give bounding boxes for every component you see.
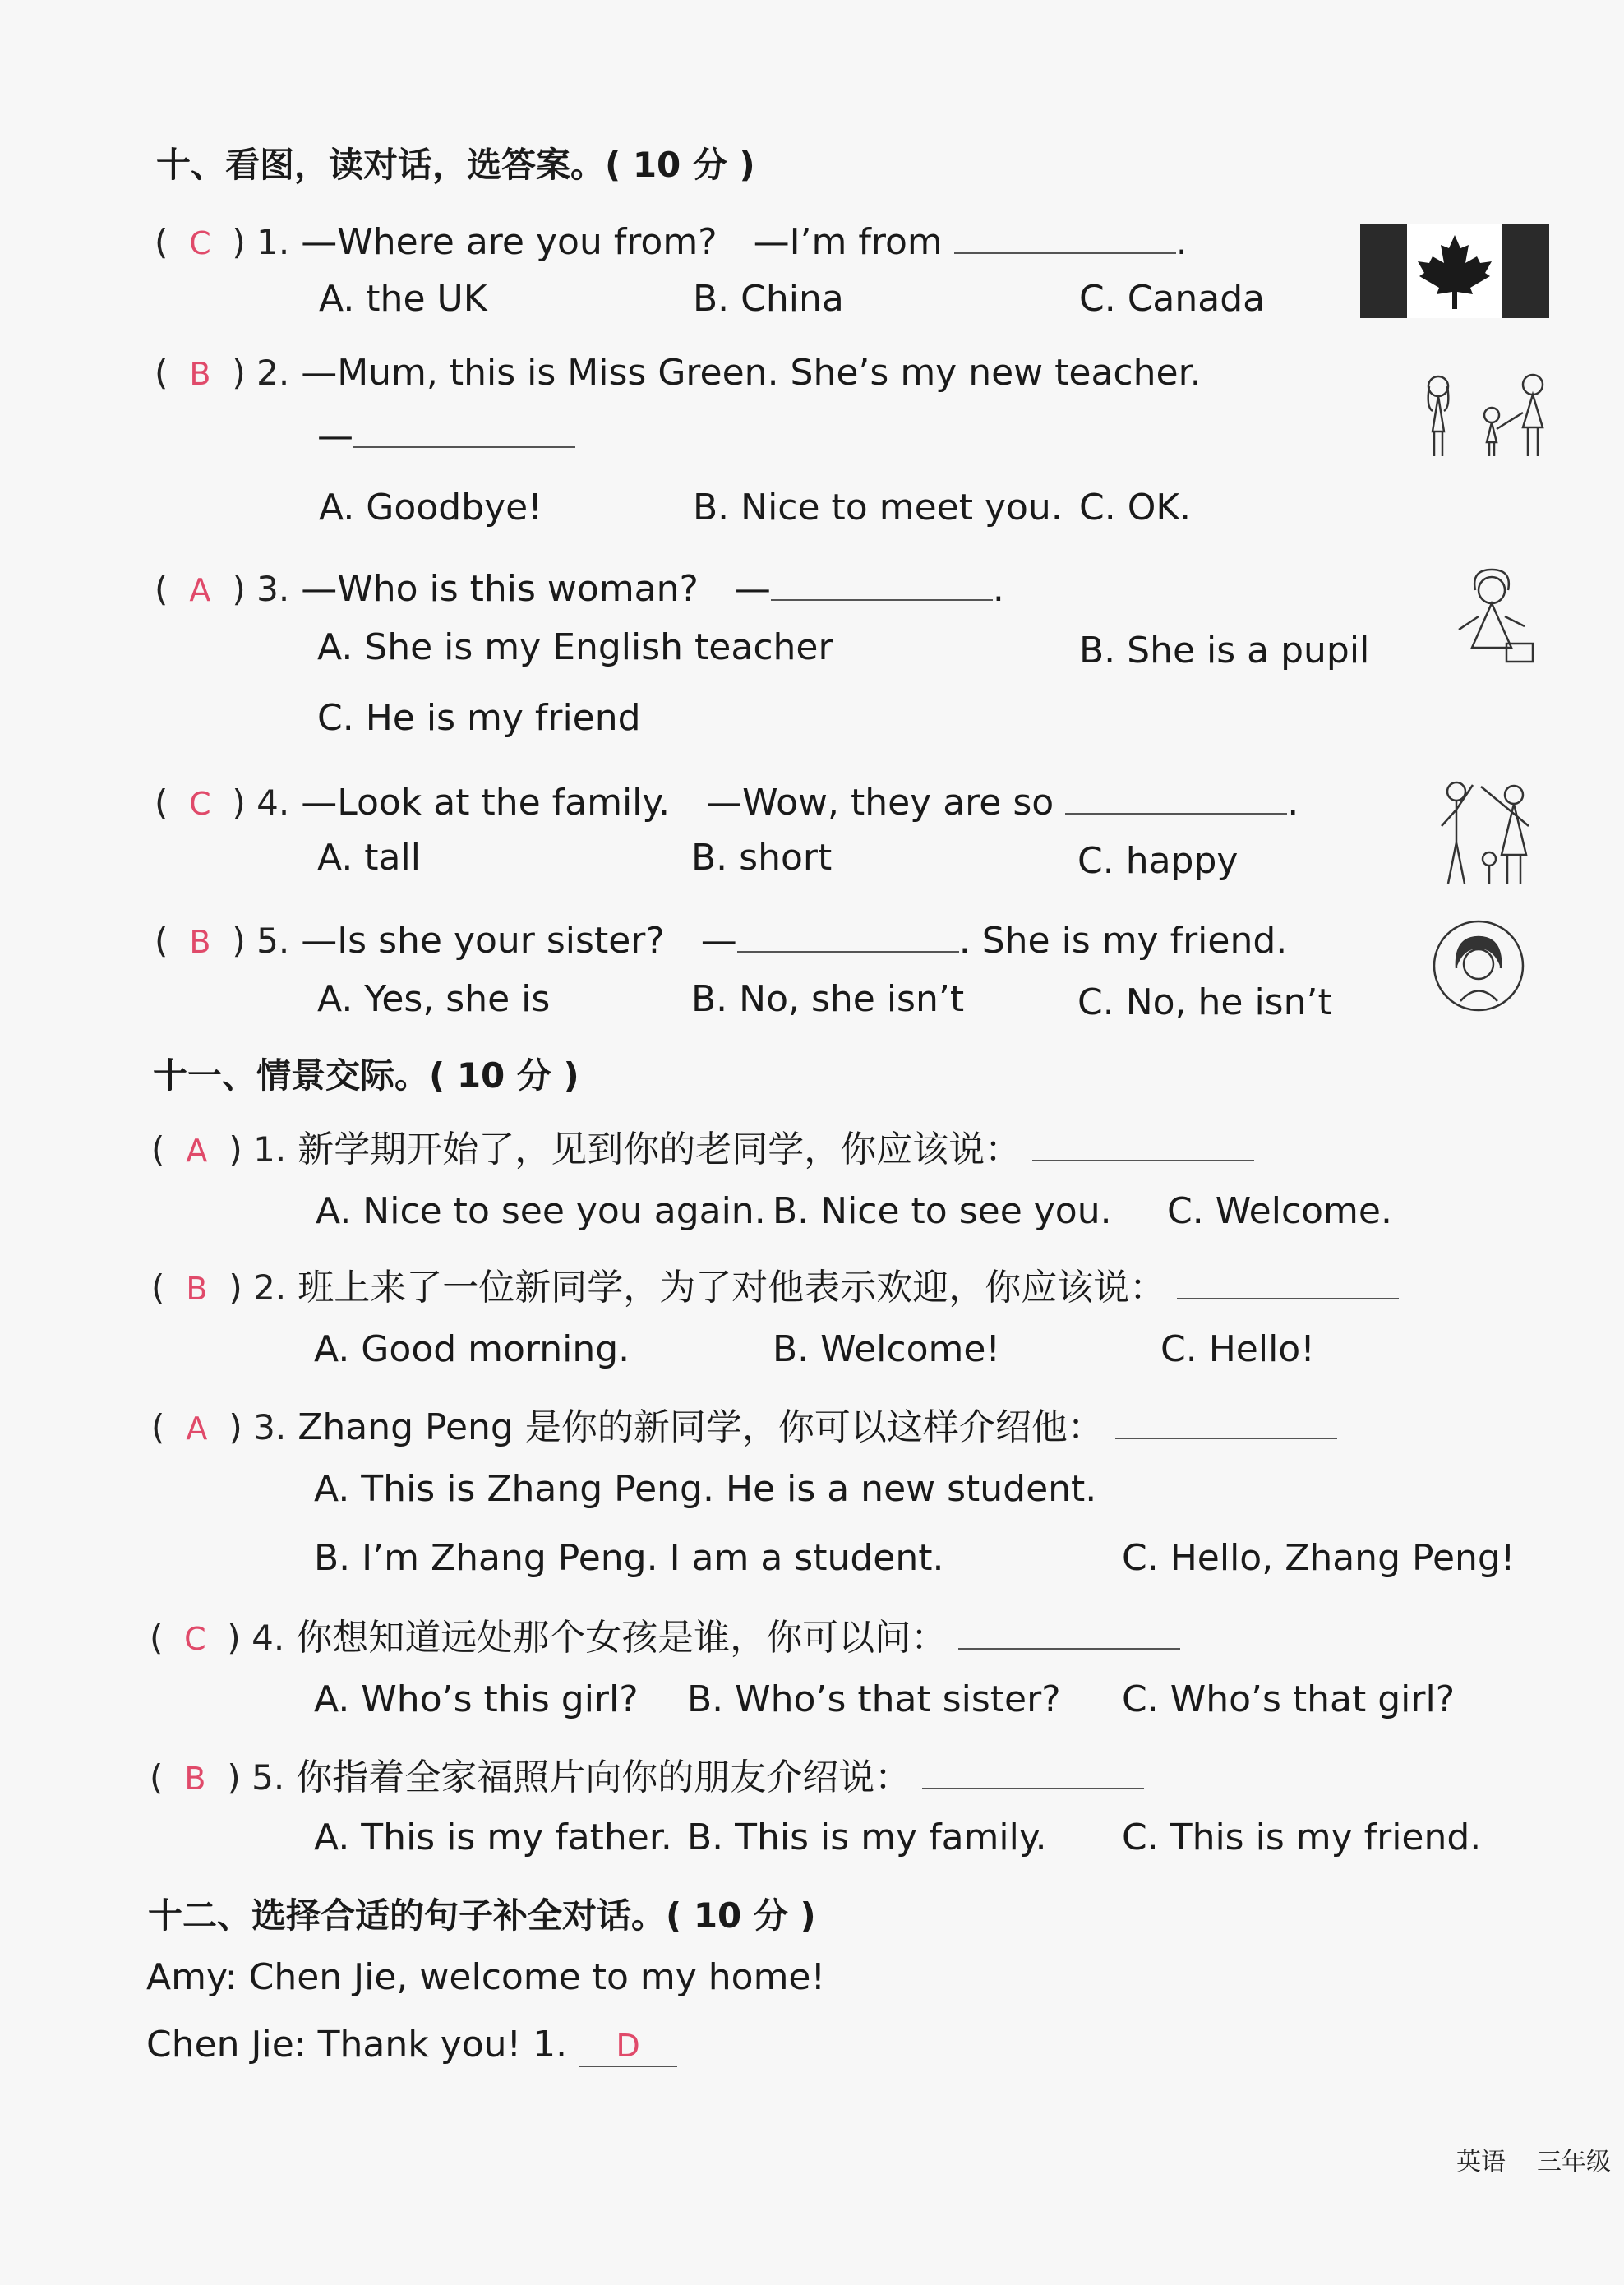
s10-q1-option-c: C. Canada <box>1079 278 1266 320</box>
s11-q2-option-a: A. Good morning. <box>314 1328 630 1370</box>
open-paren: ( <box>155 782 168 823</box>
question-number: ) 4. <box>232 782 290 823</box>
answer-mark: B <box>189 356 211 392</box>
s10-q1-option-a: A. the UK <box>319 278 487 320</box>
section-12-heading: 十二、选择合适的句子补全对话。( 10 分 ) <box>148 1895 816 1936</box>
s10-q5-line <box>155 911 1287 963</box>
woman-teacher-image <box>1442 565 1541 672</box>
question-number: ) 1. <box>232 222 290 262</box>
s11-q2-option-b: B. Welcome! <box>773 1328 1001 1370</box>
s10-q4-option-a: A. tall <box>317 837 421 879</box>
s11-q5-option-a: A. This is my father. <box>314 1816 672 1858</box>
s10-q5-option-a: A. Yes, she is <box>317 978 551 1020</box>
question-text-end: . <box>1287 782 1299 824</box>
open-paren: ( <box>150 1618 164 1658</box>
answer-blank[interactable] <box>771 598 993 601</box>
question-text: —Look at the family. —Wow, they are so <box>301 782 1054 824</box>
s10-q2-option-b: B. Nice to meet you. <box>693 487 1063 529</box>
happy-family-image <box>1432 777 1539 888</box>
s10-q4-option-c: C. happy <box>1077 840 1239 882</box>
s10-q5-option-c: C. No, he isn’t <box>1077 981 1332 1023</box>
question-text: Zhang Peng 是你的新同学，你可以这样介绍他： <box>298 1406 1104 1448</box>
s10-q1-line <box>155 212 1188 265</box>
open-paren: ( <box>151 1267 165 1308</box>
s11-q5-option-b: B. This is my family. <box>687 1816 1047 1858</box>
s11-q5-line <box>150 1747 1144 1800</box>
question-text: —Where are you from? —I’m from <box>301 221 943 263</box>
s11-q4-option-b: B. Who’s that sister? <box>687 1678 1061 1720</box>
question-text: —Is she your sister? — <box>301 920 737 962</box>
s10-q3-option-a: A. She is my English teacher <box>317 626 833 668</box>
question-text: 你指着全家福照片向你的朋友介绍说： <box>296 1756 911 1798</box>
open-paren: ( <box>150 1757 164 1798</box>
s10-q2-option-a: A. Goodbye! <box>319 487 542 529</box>
open-paren: ( <box>155 569 168 609</box>
question-text-end: . <box>1175 221 1188 263</box>
question-number: ) 2. <box>232 353 290 393</box>
answer-mark: C <box>189 786 211 822</box>
s11-q1-option-b: B. Nice to see you. <box>773 1190 1112 1232</box>
s11-q1-option-c: C. Welcome. <box>1167 1190 1392 1232</box>
s11-q2-option-c: C. Hello! <box>1160 1328 1315 1370</box>
girl-portrait-image <box>1432 919 1526 1013</box>
s10-q4-option-b: B. short <box>691 837 833 879</box>
question-text: 班上来了一位新同学，为了对他表示欢迎，你应该说： <box>298 1267 1166 1309</box>
s11-q4-option-c: C. Who’s that girl? <box>1122 1678 1456 1720</box>
question-number: ) 3. <box>228 1407 287 1447</box>
teacher-mum-child-image <box>1418 370 1557 460</box>
s10-q3-option-c: C. He is my friend <box>317 697 641 739</box>
question-text: —Who is this woman? — <box>301 568 771 610</box>
dialogue-line-chen-jie <box>146 2024 677 2067</box>
s11-q1-option-a: A. Nice to see you again. <box>316 1190 766 1232</box>
section-11-heading: 十一、情景交际。( 10 分 ) <box>153 1055 579 1096</box>
canada-flag-image <box>1360 224 1549 318</box>
s10-q2-line <box>155 352 1202 394</box>
question-text: 你想知道远处那个女孩是谁，你可以问： <box>296 1617 948 1659</box>
answer-blank[interactable] <box>954 252 1176 254</box>
answer-blank[interactable] <box>1177 1297 1399 1299</box>
question-text-end: . <box>992 568 1004 610</box>
s11-q3-line <box>151 1397 1337 1450</box>
answer-blank[interactable] <box>958 1647 1180 1650</box>
s10-q4-line <box>155 773 1299 825</box>
footer-grade: 三年级 <box>1537 2148 1611 2177</box>
s11-q5-option-c: C. This is my friend. <box>1122 1816 1482 1858</box>
s11-q1-line <box>151 1119 1254 1172</box>
answer-blank[interactable] <box>922 1787 1144 1789</box>
question-number: ) 5. <box>227 1757 285 1798</box>
dialogue-line-amy: Amy: Chen Jie, welcome to my home! <box>146 1956 826 1998</box>
answer-mark: A <box>186 1133 208 1169</box>
answer-blank[interactable] <box>1115 1437 1337 1439</box>
answer-blank[interactable] <box>1032 1159 1254 1161</box>
answer-mark: A <box>189 572 211 608</box>
question-number: ) 1. <box>228 1129 287 1170</box>
answer-mark: B <box>184 1761 206 1797</box>
s11-q3-option-c: C. Hello, Zhang Peng! <box>1122 1537 1516 1579</box>
s11-q3-option-b: B. I’m Zhang Peng. I am a student. <box>314 1537 944 1579</box>
answer-mark: D <box>616 2028 640 2064</box>
question-number: ) 2. <box>228 1267 287 1308</box>
answer-mark: B <box>186 1271 208 1307</box>
s10-q2-reply-line <box>317 415 575 457</box>
s11-q4-line <box>150 1608 1180 1660</box>
open-paren: ( <box>155 353 168 393</box>
question-text: 新学期开始了，见到你的老同学，你应该说： <box>298 1129 1022 1170</box>
footer-subject: 英语 <box>1456 2148 1506 2177</box>
dialogue-answer-blank[interactable] <box>579 2024 677 2067</box>
dialogue-text: Chen Jie: Thank you! 1. <box>146 2024 568 2066</box>
answer-mark: B <box>189 924 211 960</box>
question-text: —Mum, this is Miss Green. She’s my new teacher. <box>301 352 1202 394</box>
open-paren: ( <box>155 921 168 961</box>
question-number: ) 4. <box>227 1618 285 1658</box>
s10-q1-option-b: B. China <box>693 278 844 320</box>
s10-q5-option-b: B. No, she isn’t <box>691 978 965 1020</box>
question-number: ) 3. <box>232 569 290 609</box>
section-10-heading: 十、看图，读对话，选答案。( 10 分 ) <box>156 145 755 185</box>
answer-blank[interactable] <box>737 950 959 953</box>
s10-q3-option-b: B. She is a pupil <box>1079 630 1370 672</box>
open-paren: ( <box>155 222 168 262</box>
s10-q2-option-c: C. OK. <box>1079 487 1192 529</box>
s10-q3-line <box>155 559 1004 612</box>
answer-blank[interactable] <box>1065 812 1287 815</box>
question-text-end: . She is my friend. <box>958 920 1288 962</box>
answer-mark: C <box>189 225 211 261</box>
answer-mark: C <box>184 1621 206 1657</box>
open-paren: ( <box>151 1129 165 1170</box>
s11-q2-line <box>151 1258 1399 1310</box>
answer-mark: A <box>186 1410 208 1447</box>
answer-blank[interactable] <box>353 445 575 448</box>
s11-q3-option-a: A. This is Zhang Peng. He is a new student. <box>314 1468 1097 1510</box>
s11-q4-option-a: A. Who’s this girl? <box>314 1678 639 1720</box>
reply-dash: — <box>317 415 353 457</box>
question-number: ) 5. <box>232 921 290 961</box>
open-paren: ( <box>151 1407 165 1447</box>
